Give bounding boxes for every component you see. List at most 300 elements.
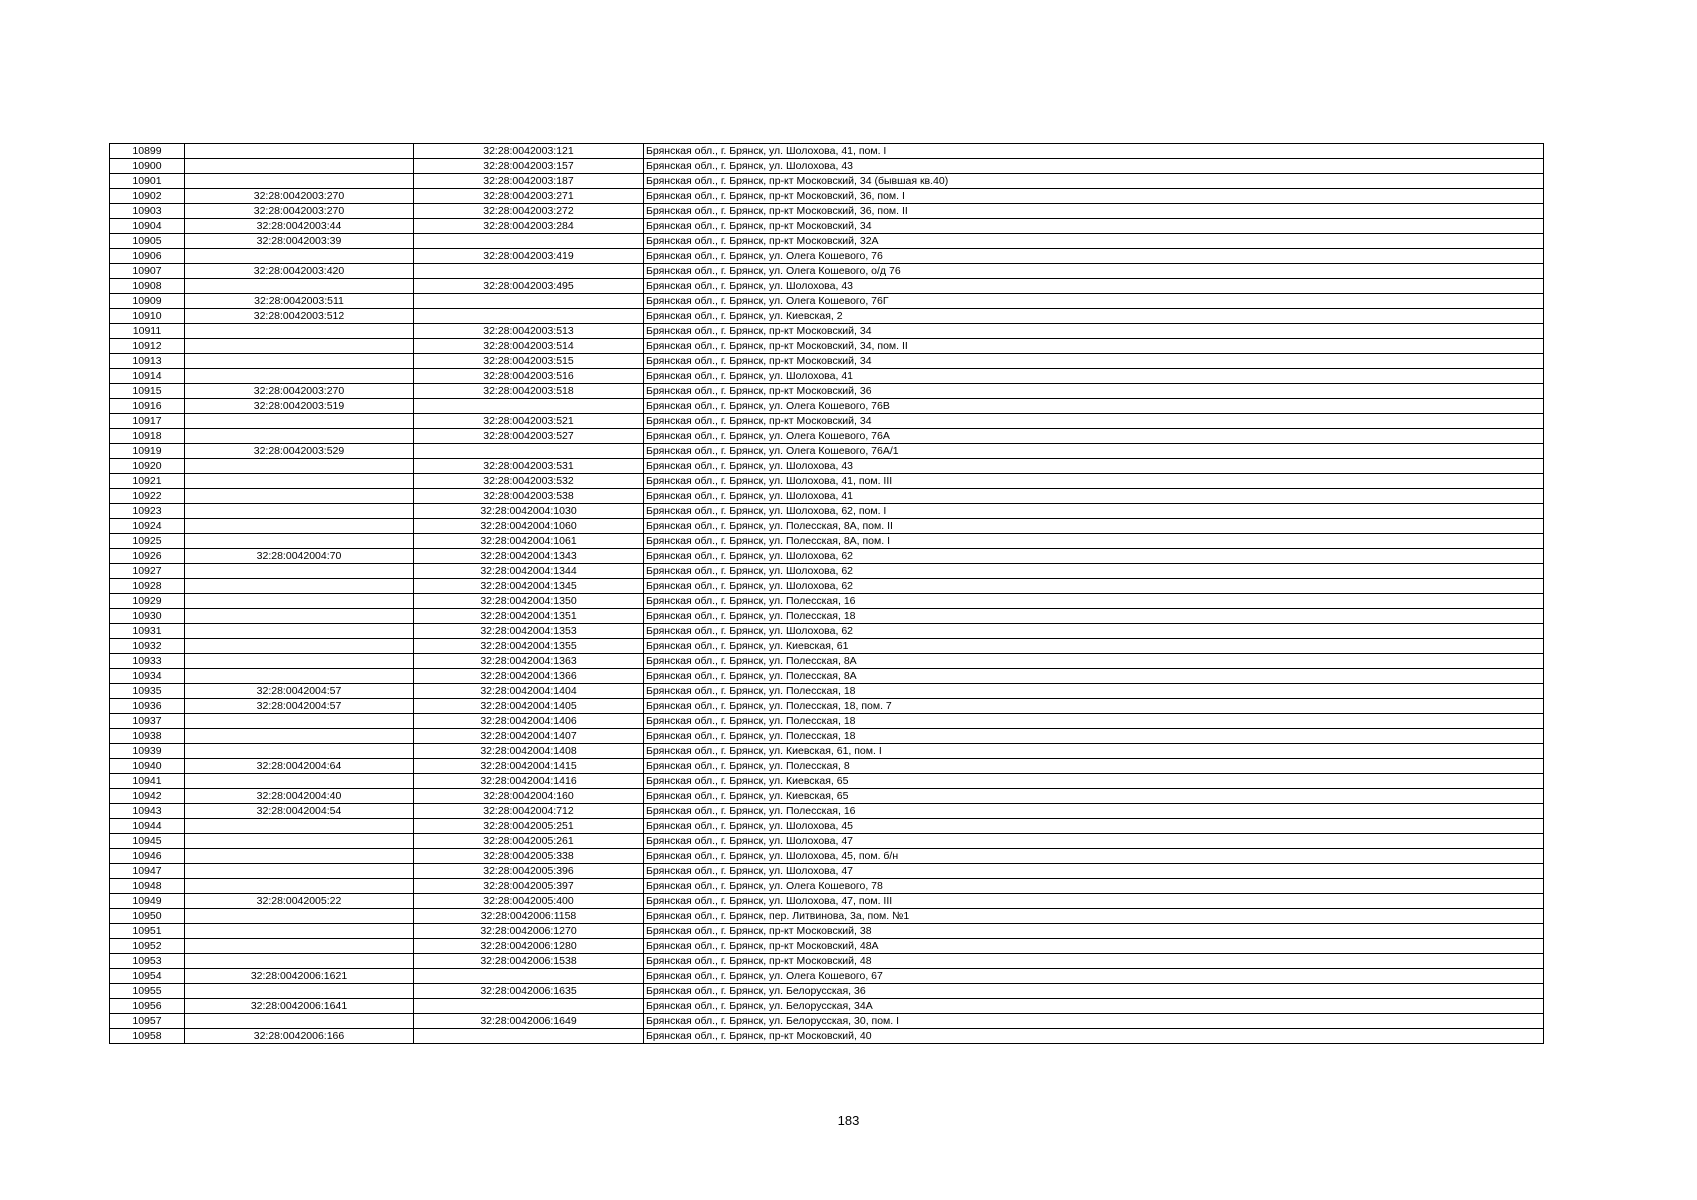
table-row xyxy=(110,309,1544,324)
parent-cadastral-cell: 32:28:0042003:519 xyxy=(185,399,414,414)
row-number-cell: 10932 xyxy=(110,639,185,654)
address-cell: Брянская обл., г. Брянск, ул. Олега Кошевого, 76В xyxy=(644,399,1544,414)
address-cell: Брянская обл., г. Брянск, ул. Олега Кошевого, 76 xyxy=(644,249,1544,264)
table-row xyxy=(110,519,1544,534)
parent-cadastral-cell xyxy=(185,489,414,504)
cadastral-number-cell: 32:28:0042004:1343 xyxy=(414,549,644,564)
cadastral-number-cell: 32:28:0042004:160 xyxy=(414,789,644,804)
parent-cadastral-cell xyxy=(185,834,414,849)
address-cell: Брянская обл., г. Брянск, ул. Шолохова, 62 xyxy=(644,549,1544,564)
table-row xyxy=(110,414,1544,429)
parent-cadastral-cell xyxy=(185,654,414,669)
row-number-cell: 10955 xyxy=(110,984,185,999)
address-cell: Брянская обл., г. Брянск, ул. Шолохова, 43 xyxy=(644,459,1544,474)
address-cell: Брянская обл., г. Брянск, ул. Киевская, 65 xyxy=(644,774,1544,789)
address-cell: Брянская обл., г. Брянск, ул. Шолохова, 62 xyxy=(644,579,1544,594)
cadastral-number-cell xyxy=(414,234,644,249)
table-row xyxy=(110,684,1544,699)
table-row xyxy=(110,234,1544,249)
address-cell: Брянская обл., г. Брянск, ул. Шолохова, 47, пом. III xyxy=(644,894,1544,909)
parent-cadastral-cell: 32:28:0042003:44 xyxy=(185,219,414,234)
cadastral-number-cell: 32:28:0042005:396 xyxy=(414,864,644,879)
cadastral-number-cell: 32:28:0042003:187 xyxy=(414,174,644,189)
parent-cadastral-cell: 32:28:0042004:54 xyxy=(185,804,414,819)
row-number-cell: 10937 xyxy=(110,714,185,729)
address-cell: Брянская обл., г. Брянск, ул. Шолохова, 41 xyxy=(644,369,1544,384)
row-number-cell: 10952 xyxy=(110,939,185,954)
parent-cadastral-cell xyxy=(185,714,414,729)
cadastral-number-cell: 32:28:0042004:1408 xyxy=(414,744,644,759)
row-number-cell: 10902 xyxy=(110,189,185,204)
address-cell: Брянская обл., г. Брянск, ул. Шолохова, 43 xyxy=(644,279,1544,294)
table-row xyxy=(110,369,1544,384)
row-number-cell: 10933 xyxy=(110,654,185,669)
table-row xyxy=(110,999,1544,1014)
cadastral-number-cell: 32:28:0042003:538 xyxy=(414,489,644,504)
row-number-cell: 10930 xyxy=(110,609,185,624)
table-row xyxy=(110,744,1544,759)
address-cell: Брянская обл., г. Брянск, пр-кт Московский, 34 xyxy=(644,324,1544,339)
address-cell: Брянская обл., г. Брянск, ул. Шолохова, 41, пом. III xyxy=(644,474,1544,489)
cadastral-number-cell: 32:28:0042006:1538 xyxy=(414,954,644,969)
table-row xyxy=(110,774,1544,789)
address-cell: Брянская обл., г. Брянск, пр-кт Московский, 34 xyxy=(644,219,1544,234)
row-number-cell: 10906 xyxy=(110,249,185,264)
cadastral-number-cell: 32:28:0042006:1158 xyxy=(414,909,644,924)
parent-cadastral-cell xyxy=(185,864,414,879)
parent-cadastral-cell: 32:28:0042004:64 xyxy=(185,759,414,774)
parent-cadastral-cell: 32:28:0042003:39 xyxy=(185,234,414,249)
cadastral-number-cell: 32:28:0042005:251 xyxy=(414,819,644,834)
table-row xyxy=(110,324,1544,339)
cadastral-number-cell: 32:28:0042004:1351 xyxy=(414,609,644,624)
parent-cadastral-cell: 32:28:0042004:57 xyxy=(185,684,414,699)
address-cell: Брянская обл., г. Брянск, ул. Шолохова, 45, пом. б/н xyxy=(644,849,1544,864)
address-cell: Брянская обл., г. Брянск, ул. Олега Кошевого, 76А xyxy=(644,429,1544,444)
parent-cadastral-cell: 32:28:0042003:270 xyxy=(185,384,414,399)
cadastral-number-cell: 32:28:0042004:1061 xyxy=(414,534,644,549)
row-number-cell: 10935 xyxy=(110,684,185,699)
address-cell: Брянская обл., г. Брянск, ул. Белорусская, 30, пом. I xyxy=(644,1014,1544,1029)
row-number-cell: 10948 xyxy=(110,879,185,894)
row-number-cell: 10899 xyxy=(110,144,185,159)
address-cell: Брянская обл., г. Брянск, ул. Полесская, 8А, пом. II xyxy=(644,519,1544,534)
address-cell: Брянская обл., г. Брянск, пр-кт Московский, 34 (бывшая кв.40) xyxy=(644,174,1544,189)
address-cell: Брянская обл., г. Брянск, ул. Олега Кошевого, 78 xyxy=(644,879,1544,894)
parent-cadastral-cell xyxy=(185,474,414,489)
row-number-cell: 10916 xyxy=(110,399,185,414)
registry-table-body xyxy=(110,144,1544,1044)
address-cell: Брянская обл., г. Брянск, пр-кт Московский, 38 xyxy=(644,924,1544,939)
row-number-cell: 10947 xyxy=(110,864,185,879)
address-cell: Брянская обл., г. Брянск, ул. Шолохова, 47 xyxy=(644,864,1544,879)
table-row xyxy=(110,549,1544,564)
address-cell: Брянская обл., г. Брянск, ул. Олега Кошевого, 67 xyxy=(644,969,1544,984)
row-number-cell: 10940 xyxy=(110,759,185,774)
address-cell: Брянская обл., г. Брянск, ул. Полесская, 18, пом. 7 xyxy=(644,699,1544,714)
row-number-cell: 10912 xyxy=(110,339,185,354)
cadastral-number-cell xyxy=(414,444,644,459)
cadastral-number-cell: 32:28:0042003:518 xyxy=(414,384,644,399)
table-row xyxy=(110,819,1544,834)
address-cell: Брянская обл., г. Брянск, ул. Шолохова, 43 xyxy=(644,159,1544,174)
parent-cadastral-cell xyxy=(185,639,414,654)
address-cell: Брянская обл., г. Брянск, пр-кт Московский, 36, пом. II xyxy=(644,204,1544,219)
table-row xyxy=(110,759,1544,774)
table-row xyxy=(110,954,1544,969)
table-row xyxy=(110,699,1544,714)
table-row xyxy=(110,804,1544,819)
table-row xyxy=(110,984,1544,999)
row-number-cell: 10911 xyxy=(110,324,185,339)
address-cell: Брянская обл., г. Брянск, пер. Литвинова, 3а, пом. №1 xyxy=(644,909,1544,924)
parent-cadastral-cell xyxy=(185,369,414,384)
cadastral-number-cell: 32:28:0042004:1405 xyxy=(414,699,644,714)
cadastral-number-cell: 32:28:0042006:1270 xyxy=(414,924,644,939)
address-cell: Брянская обл., г. Брянск, ул. Полесская, 8 xyxy=(644,759,1544,774)
address-cell: Брянская обл., г. Брянск, ул. Полесская, 16 xyxy=(644,804,1544,819)
address-cell: Брянская обл., г. Брянск, ул. Белорусская, 34А xyxy=(644,999,1544,1014)
address-cell: Брянская обл., г. Брянск, пр-кт Московский, 32А xyxy=(644,234,1544,249)
address-cell: Брянская обл., г. Брянск, ул. Полесская, 18 xyxy=(644,684,1544,699)
row-number-cell: 10928 xyxy=(110,579,185,594)
table-row xyxy=(110,294,1544,309)
row-number-cell: 10910 xyxy=(110,309,185,324)
parent-cadastral-cell xyxy=(185,429,414,444)
table-row xyxy=(110,594,1544,609)
cadastral-number-cell: 32:28:0042004:1416 xyxy=(414,774,644,789)
parent-cadastral-cell: 32:28:0042005:22 xyxy=(185,894,414,909)
cadastral-number-cell xyxy=(414,999,644,1014)
parent-cadastral-cell: 32:28:0042006:1641 xyxy=(185,999,414,1014)
row-number-cell: 10914 xyxy=(110,369,185,384)
cadastral-number-cell: 32:28:0042003:516 xyxy=(414,369,644,384)
cadastral-number-cell: 32:28:0042004:712 xyxy=(414,804,644,819)
cadastral-number-cell: 32:28:0042003:515 xyxy=(414,354,644,369)
table-row xyxy=(110,1014,1544,1029)
row-number-cell: 10923 xyxy=(110,504,185,519)
parent-cadastral-cell: 32:28:0042003:420 xyxy=(185,264,414,279)
address-cell: Брянская обл., г. Брянск, ул. Полесская, 18 xyxy=(644,729,1544,744)
table-row xyxy=(110,834,1544,849)
parent-cadastral-cell xyxy=(185,324,414,339)
table-row xyxy=(110,894,1544,909)
row-number-cell: 10943 xyxy=(110,804,185,819)
row-number-cell: 10909 xyxy=(110,294,185,309)
cadastral-number-cell: 32:28:0042004:1350 xyxy=(414,594,644,609)
address-cell: Брянская обл., г. Брянск, ул. Полесская, 18 xyxy=(644,609,1544,624)
table-row xyxy=(110,864,1544,879)
address-cell: Брянская обл., г. Брянск, ул. Шолохова, 62 xyxy=(644,564,1544,579)
address-cell: Брянская обл., г. Брянск, пр-кт Московский, 36, пом. I xyxy=(644,189,1544,204)
parent-cadastral-cell xyxy=(185,504,414,519)
cadastral-number-cell: 32:28:0042003:514 xyxy=(414,339,644,354)
row-number-cell: 10927 xyxy=(110,564,185,579)
parent-cadastral-cell xyxy=(185,339,414,354)
parent-cadastral-cell: 32:28:0042003:270 xyxy=(185,189,414,204)
table-row xyxy=(110,579,1544,594)
cadastral-number-cell: 32:28:0042004:1404 xyxy=(414,684,644,699)
parent-cadastral-cell: 32:28:0042003:512 xyxy=(185,309,414,324)
address-cell: Брянская обл., г. Брянск, ул. Киевская, 61 xyxy=(644,639,1544,654)
row-number-cell: 10917 xyxy=(110,414,185,429)
parent-cadastral-cell: 32:28:0042006:1621 xyxy=(185,969,414,984)
parent-cadastral-cell xyxy=(185,594,414,609)
address-cell: Брянская обл., г. Брянск, пр-кт Московский, 34 xyxy=(644,354,1544,369)
table-row xyxy=(110,969,1544,984)
table-row xyxy=(110,849,1544,864)
cadastral-number-cell: 32:28:0042004:1060 xyxy=(414,519,644,534)
parent-cadastral-cell xyxy=(185,519,414,534)
parent-cadastral-cell xyxy=(185,144,414,159)
cadastral-number-cell: 32:28:0042006:1635 xyxy=(414,984,644,999)
registry-table xyxy=(109,143,1544,1044)
table-row xyxy=(110,264,1544,279)
table-row xyxy=(110,564,1544,579)
cadastral-number-cell: 32:28:0042004:1030 xyxy=(414,504,644,519)
parent-cadastral-cell xyxy=(185,849,414,864)
parent-cadastral-cell xyxy=(185,924,414,939)
row-number-cell: 10926 xyxy=(110,549,185,564)
row-number-cell: 10907 xyxy=(110,264,185,279)
row-number-cell: 10956 xyxy=(110,999,185,1014)
cadastral-number-cell: 32:28:0042004:1407 xyxy=(414,729,644,744)
address-cell: Брянская обл., г. Брянск, пр-кт Московский, 36 xyxy=(644,384,1544,399)
row-number-cell: 10918 xyxy=(110,429,185,444)
cadastral-number-cell: 32:28:0042003:271 xyxy=(414,189,644,204)
cadastral-number-cell: 32:28:0042003:495 xyxy=(414,279,644,294)
address-cell: Брянская обл., г. Брянск, ул. Полесская, 8А, пом. I xyxy=(644,534,1544,549)
address-cell: Брянская обл., г. Брянск, ул. Киевская, 2 xyxy=(644,309,1544,324)
table-row xyxy=(110,189,1544,204)
table-row xyxy=(110,624,1544,639)
parent-cadastral-cell xyxy=(185,414,414,429)
parent-cadastral-cell xyxy=(185,609,414,624)
row-number-cell: 10945 xyxy=(110,834,185,849)
cadastral-number-cell xyxy=(414,399,644,414)
cadastral-number-cell: 32:28:0042004:1363 xyxy=(414,654,644,669)
cadastral-number-cell: 32:28:0042004:1415 xyxy=(414,759,644,774)
parent-cadastral-cell xyxy=(185,459,414,474)
parent-cadastral-cell: 32:28:0042006:166 xyxy=(185,1029,414,1044)
table-row xyxy=(110,174,1544,189)
row-number-cell: 10921 xyxy=(110,474,185,489)
address-cell: Брянская обл., г. Брянск, ул. Шолохова, 41 xyxy=(644,489,1544,504)
cadastral-number-cell: 32:28:0042003:532 xyxy=(414,474,644,489)
row-number-cell: 10903 xyxy=(110,204,185,219)
address-cell: Брянская обл., г. Брянск, ул. Киевская, 61, пом. I xyxy=(644,744,1544,759)
table-row xyxy=(110,789,1544,804)
row-number-cell: 10938 xyxy=(110,729,185,744)
address-cell: Брянская обл., г. Брянск, ул. Олега Кошевого, 76Г xyxy=(644,294,1544,309)
table-row xyxy=(110,249,1544,264)
table-row xyxy=(110,354,1544,369)
address-cell: Брянская обл., г. Брянск, ул. Шолохова, 47 xyxy=(644,834,1544,849)
cadastral-number-cell: 32:28:0042003:284 xyxy=(414,219,644,234)
row-number-cell: 10925 xyxy=(110,534,185,549)
cadastral-number-cell: 32:28:0042003:419 xyxy=(414,249,644,264)
parent-cadastral-cell xyxy=(185,564,414,579)
address-cell: Брянская обл., г. Брянск, ул. Полесская, 18 xyxy=(644,714,1544,729)
row-number-cell: 10954 xyxy=(110,969,185,984)
parent-cadastral-cell xyxy=(185,354,414,369)
table-row xyxy=(110,429,1544,444)
parent-cadastral-cell xyxy=(185,909,414,924)
cadastral-number-cell: 32:28:0042004:1344 xyxy=(414,564,644,579)
cadastral-number-cell xyxy=(414,264,644,279)
row-number-cell: 10908 xyxy=(110,279,185,294)
address-cell: Брянская обл., г. Брянск, пр-кт Московский, 48 xyxy=(644,954,1544,969)
cadastral-number-cell: 32:28:0042003:531 xyxy=(414,459,644,474)
cadastral-number-cell: 32:28:0042004:1345 xyxy=(414,579,644,594)
table-row xyxy=(110,939,1544,954)
table-row xyxy=(110,609,1544,624)
table-row xyxy=(110,639,1544,654)
table-row xyxy=(110,384,1544,399)
row-number-cell: 10905 xyxy=(110,234,185,249)
parent-cadastral-cell xyxy=(185,624,414,639)
parent-cadastral-cell xyxy=(185,954,414,969)
parent-cadastral-cell xyxy=(185,879,414,894)
address-cell: Брянская обл., г. Брянск, ул. Шолохова, 62, пом. I xyxy=(644,504,1544,519)
cadastral-number-cell xyxy=(414,969,644,984)
parent-cadastral-cell: 32:28:0042004:57 xyxy=(185,699,414,714)
table-row xyxy=(110,339,1544,354)
row-number-cell: 10915 xyxy=(110,384,185,399)
address-cell: Брянская обл., г. Брянск, ул. Шолохова, 45 xyxy=(644,819,1544,834)
page-number: 183 xyxy=(837,1113,860,1128)
row-number-cell: 10958 xyxy=(110,1029,185,1044)
cadastral-number-cell xyxy=(414,1029,644,1044)
parent-cadastral-cell xyxy=(185,1014,414,1029)
table-row xyxy=(110,489,1544,504)
parent-cadastral-cell xyxy=(185,669,414,684)
row-number-cell: 10920 xyxy=(110,459,185,474)
parent-cadastral-cell xyxy=(185,279,414,294)
table-row xyxy=(110,399,1544,414)
parent-cadastral-cell xyxy=(185,744,414,759)
row-number-cell: 10944 xyxy=(110,819,185,834)
cadastral-number-cell xyxy=(414,294,644,309)
table-row xyxy=(110,504,1544,519)
row-number-cell: 10949 xyxy=(110,894,185,909)
row-number-cell: 10953 xyxy=(110,954,185,969)
address-cell: Брянская обл., г. Брянск, пр-кт Московский, 48А xyxy=(644,939,1544,954)
address-cell: Брянская обл., г. Брянск, ул. Полесская, 8А xyxy=(644,669,1544,684)
address-cell: Брянская обл., г. Брянск, ул. Киевская, 65 xyxy=(644,789,1544,804)
parent-cadastral-cell xyxy=(185,174,414,189)
row-number-cell: 10922 xyxy=(110,489,185,504)
row-number-cell: 10901 xyxy=(110,174,185,189)
parent-cadastral-cell: 32:28:0042003:511 xyxy=(185,294,414,309)
cadastral-number-cell: 32:28:0042003:121 xyxy=(414,144,644,159)
table-row xyxy=(110,474,1544,489)
table-row xyxy=(110,909,1544,924)
parent-cadastral-cell xyxy=(185,819,414,834)
table-row xyxy=(110,879,1544,894)
cadastral-number-cell xyxy=(414,309,644,324)
table-row xyxy=(110,714,1544,729)
cadastral-number-cell: 32:28:0042003:157 xyxy=(414,159,644,174)
table-row xyxy=(110,729,1544,744)
cadastral-number-cell: 32:28:0042003:521 xyxy=(414,414,644,429)
parent-cadastral-cell xyxy=(185,579,414,594)
cadastral-number-cell: 32:28:0042005:338 xyxy=(414,849,644,864)
cadastral-number-cell: 32:28:0042005:261 xyxy=(414,834,644,849)
cadastral-number-cell: 32:28:0042006:1649 xyxy=(414,1014,644,1029)
row-number-cell: 10929 xyxy=(110,594,185,609)
table-row xyxy=(110,219,1544,234)
row-number-cell: 10957 xyxy=(110,1014,185,1029)
table-row xyxy=(110,279,1544,294)
address-cell: Брянская обл., г. Брянск, ул. Полесская, 8А xyxy=(644,654,1544,669)
table-row xyxy=(110,669,1544,684)
row-number-cell: 10946 xyxy=(110,849,185,864)
parent-cadastral-cell xyxy=(185,159,414,174)
table-row xyxy=(110,459,1544,474)
row-number-cell: 10931 xyxy=(110,624,185,639)
cadastral-number-cell: 32:28:0042003:513 xyxy=(414,324,644,339)
table-row xyxy=(110,204,1544,219)
cadastral-number-cell: 32:28:0042004:1355 xyxy=(414,639,644,654)
row-number-cell: 10951 xyxy=(110,924,185,939)
cadastral-number-cell: 32:28:0042006:1280 xyxy=(414,939,644,954)
parent-cadastral-cell xyxy=(185,984,414,999)
row-number-cell: 10919 xyxy=(110,444,185,459)
row-number-cell: 10936 xyxy=(110,699,185,714)
parent-cadastral-cell xyxy=(185,774,414,789)
parent-cadastral-cell: 32:28:0042004:70 xyxy=(185,549,414,564)
table-row xyxy=(110,159,1544,174)
row-number-cell: 10941 xyxy=(110,774,185,789)
table-row xyxy=(110,654,1544,669)
address-cell: Брянская обл., г. Брянск, пр-кт Московский, 34 xyxy=(644,414,1544,429)
parent-cadastral-cell: 32:28:0042004:40 xyxy=(185,789,414,804)
parent-cadastral-cell: 32:28:0042003:270 xyxy=(185,204,414,219)
cadastral-number-cell: 32:28:0042004:1366 xyxy=(414,669,644,684)
cadastral-number-cell: 32:28:0042004:1406 xyxy=(414,714,644,729)
row-number-cell: 10934 xyxy=(110,669,185,684)
row-number-cell: 10942 xyxy=(110,789,185,804)
cadastral-number-cell: 32:28:0042005:397 xyxy=(414,879,644,894)
row-number-cell: 10939 xyxy=(110,744,185,759)
table-row xyxy=(110,534,1544,549)
address-cell: Брянская обл., г. Брянск, ул. Олега Кошевого, 76А/1 xyxy=(644,444,1544,459)
cadastral-number-cell: 32:28:0042004:1353 xyxy=(414,624,644,639)
address-cell: Брянская обл., г. Брянск, пр-кт Московский, 40 xyxy=(644,1029,1544,1044)
cadastral-number-cell: 32:28:0042005:400 xyxy=(414,894,644,909)
table-row xyxy=(110,1029,1544,1044)
address-cell: Брянская обл., г. Брянск, ул. Шолохова, 41, пом. I xyxy=(644,144,1544,159)
row-number-cell: 10924 xyxy=(110,519,185,534)
parent-cadastral-cell xyxy=(185,729,414,744)
row-number-cell: 10900 xyxy=(110,159,185,174)
cadastral-number-cell: 32:28:0042003:527 xyxy=(414,429,644,444)
table-row xyxy=(110,444,1544,459)
table-row xyxy=(110,924,1544,939)
address-cell: Брянская обл., г. Брянск, ул. Полесская, 16 xyxy=(644,594,1544,609)
address-cell: Брянская обл., г. Брянск, ул. Белорусская, 36 xyxy=(644,984,1544,999)
row-number-cell: 10913 xyxy=(110,354,185,369)
cadastral-number-cell: 32:28:0042003:272 xyxy=(414,204,644,219)
parent-cadastral-cell xyxy=(185,249,414,264)
table-row xyxy=(110,144,1544,159)
parent-cadastral-cell: 32:28:0042003:529 xyxy=(185,444,414,459)
address-cell: Брянская обл., г. Брянск, ул. Шолохова, 62 xyxy=(644,624,1544,639)
row-number-cell: 10950 xyxy=(110,909,185,924)
address-cell: Брянская обл., г. Брянск, ул. Олега Кошевого, о/д 76 xyxy=(644,264,1544,279)
row-number-cell: 10904 xyxy=(110,219,185,234)
